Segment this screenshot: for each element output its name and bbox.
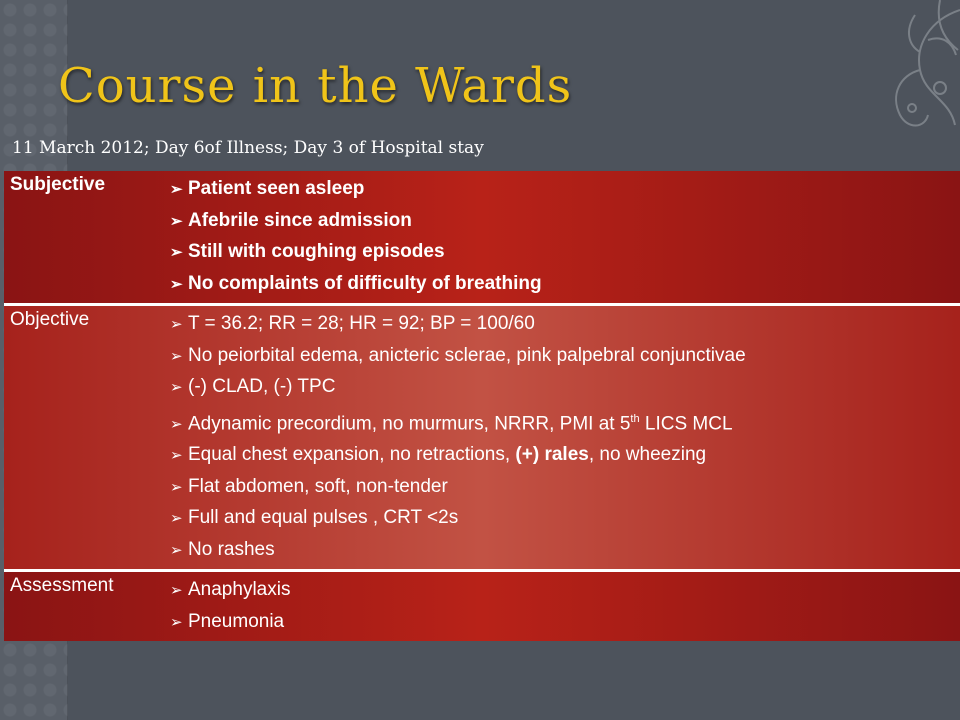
subjective-label: Subjective [10,174,106,195]
subjective-cell [164,171,960,305]
item-text: Equal chest expansion, no retractions, [188,444,516,466]
list-item [170,503,954,535]
item-text: , no wheezing [588,444,707,466]
assessment-row [4,571,960,642]
objective-label: Objective [4,305,164,571]
arrow-bullet-icon: ➢ [170,541,183,559]
list-item [170,206,954,238]
page-title: Course in the Wards [58,58,573,114]
list-item [170,404,954,441]
item-text: No rashes [188,538,275,560]
item-text: Adynamic precordium, no murmurs, NRRR, PMI at 5 [188,412,631,434]
arrow-bullet-icon: ➢ [170,316,183,333]
list-item [170,174,954,206]
arrow-bullet-icon: ➢ [170,379,183,396]
arrow-bullet-icon: ➢ [170,181,183,198]
assessment-label: Assessment [4,571,164,642]
item-bold-text: (+) rales [515,444,589,466]
objective-list [170,309,954,566]
arrow-bullet-icon: ➢ [170,347,183,365]
assessment-list [170,575,954,638]
arrow-bullet-icon: ➢ [170,212,183,230]
arrow-bullet-icon: ➢ [170,244,183,261]
arrow-bullet-icon: ➢ [170,447,183,465]
item-text: (-) CLAD, (-) TPC [188,376,336,397]
list-item [170,269,954,301]
item-text: Still with coughing episodes [188,241,445,262]
item-text: No complaints of difficulty of breathing [188,272,542,294]
soap-table [4,171,960,641]
assessment-cell [164,571,960,642]
objective-row [4,305,960,571]
list-item [170,607,954,639]
item-text: Patient seen asleep [188,178,365,199]
arrow-bullet-icon: ➢ [170,415,183,433]
date-subtitle: 11 March 2012; Day 6of Illness; Day 3 of Hospital stay [12,138,484,158]
list-item [170,237,954,269]
item-text: No peiorbital edema, anicteric sclerae, pink palpebral conjunctivae [188,344,746,366]
subjective-list [170,174,954,300]
list-item [170,575,954,607]
list-item [170,309,954,341]
arrow-bullet-icon: ➢ [170,478,183,496]
list-item [170,341,954,373]
arrow-bullet-icon: ➢ [170,582,183,600]
item-text: LICS MCL [639,412,733,434]
list-item [170,472,954,504]
arrow-bullet-icon: ➢ [170,275,183,293]
item-text: T = 36.2; RR = 28; HR = 92; BP = 100/60 [188,313,535,334]
arrow-bullet-icon: ➢ [170,613,183,631]
item-text: Full and equal pulses , CRT <2s [188,507,459,529]
item-text: Pneumonia [188,610,285,632]
floral-ornament-icon [820,0,960,150]
list-item [170,535,954,567]
item-text: Flat abdomen, soft, non-tender [188,475,448,497]
objective-cell [164,305,960,571]
list-item [170,372,954,404]
item-superscript: th [630,412,640,425]
list-item [170,440,954,472]
subjective-row [4,171,960,305]
arrow-bullet-icon: ➢ [170,510,183,528]
item-text: Afebrile since admission [188,209,412,231]
item-text: Anaphylaxis [188,579,291,601]
